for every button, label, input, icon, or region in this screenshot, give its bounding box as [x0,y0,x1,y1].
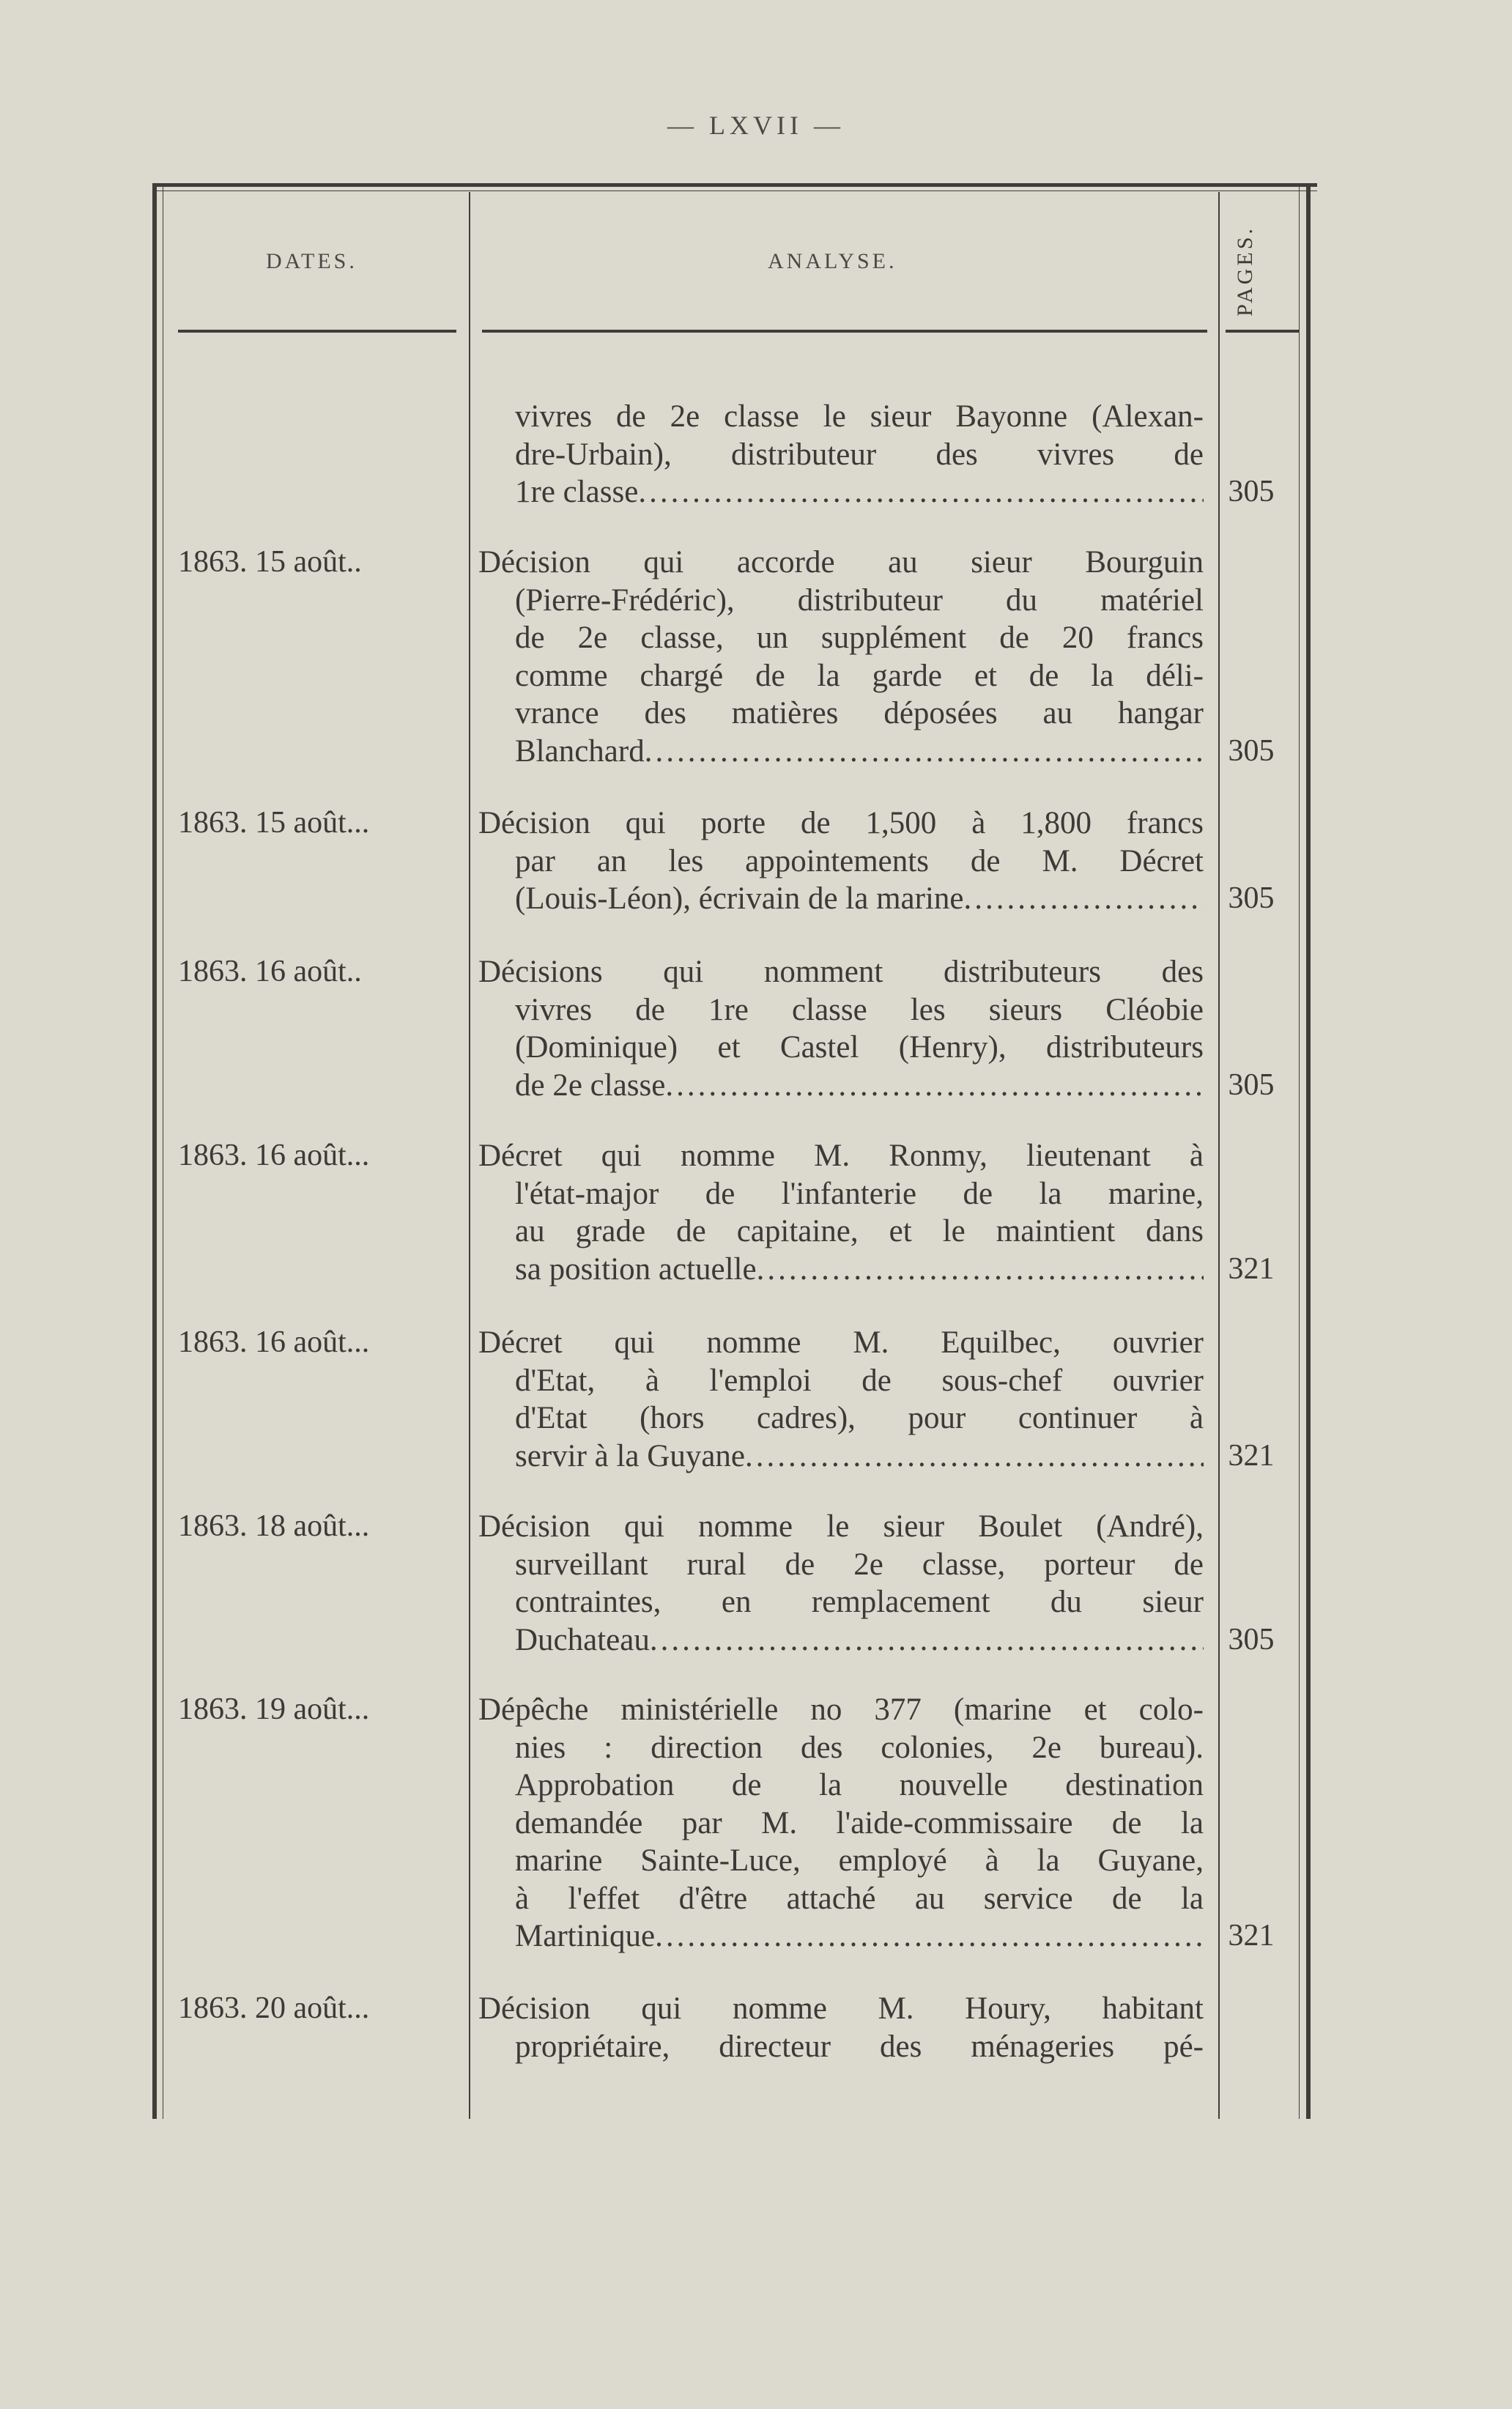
analysis-line: (Louis-Léon), écrivain de la marine ..... [478,880,1204,918]
analyse-header: ANALYSE. [768,249,897,273]
leader-dots [963,880,1204,918]
analysis-line: (Pierre-Frédéric), distributeur du matériel [515,582,1204,618]
entry-page-number: 305 [1228,1067,1275,1102]
analyse-underline [482,330,1207,333]
analysis-line: propriétaire, directeur des ménageries pé- [515,2029,1204,2064]
entry-analysis [478,544,1204,770]
entry-analysis [478,1508,1204,1659]
analysis-line: Décret qui nomme M. Ronmy, lieutenant à [478,1139,1204,1173]
top-rule [152,183,1317,187]
analysis-line: (Dominique) et Castel (Henry), distributeurs [515,1030,1204,1065]
entry-page-number: 305 [1228,733,1275,768]
entry-date: 1863. 18 août... [178,1509,370,1543]
entry-page-number: 305 [1228,1622,1275,1657]
analysis-line: à l'effet d'être attaché au service de la [515,1881,1204,1916]
analysis-line: Duchateau ..... [478,1621,1204,1659]
analysis-line: Approbation de la nouvelle destination [515,1768,1204,1802]
analysis-line: Décision qui nomme le sieur Boulet (André), [478,1509,1204,1544]
analysis-line: de 2e classe, un supplément de 20 francs [515,621,1204,655]
analysis-line: servir à la Guyane ..... [478,1437,1204,1476]
analysis-line: d'Etat, à l'emploi de sous-chef ouvrier [515,1363,1204,1398]
analysis-line: 1re classe ..... [478,473,1204,511]
analysis-line: vrance des matières déposées au hangar [515,696,1204,730]
entry-analysis [478,1691,1204,1955]
analysis-line: Blanchard ..... [478,733,1204,771]
analysis-line: Dépêche ministérielle no 377 (marine et colo- [478,1692,1204,1727]
analysis-line: vivres de 1re classe les sieurs Cléobie [515,992,1204,1027]
entry-date: 1863. 16 août... [178,1325,370,1359]
leader-dots [757,1251,1204,1289]
analysis-line: Décision qui accorde au sieur Bourguin [478,545,1204,580]
leader-dots [650,1621,1204,1659]
analysis-line: contraintes, en remplacement du sieur [515,1585,1204,1619]
analysis-line: sa position actuelle ..... [478,1251,1204,1289]
pages-header: PAGES. [1233,226,1257,317]
entry-page-number: 305 [1228,881,1275,915]
entry-analysis [478,1324,1204,1475]
leader-dots [745,1437,1204,1476]
entry-date: 1863. 16 août.. [178,955,362,988]
dates-underline [178,330,456,333]
leader-dots [655,1917,1204,1955]
leader-dots [665,1067,1204,1105]
analysis-line: Décision qui porte de 1,500 à 1,800 francs [478,806,1204,840]
left-rule [152,185,157,2119]
entry-analysis [478,1137,1204,1288]
date-column-rule [469,192,470,2119]
entry-date: 1863. 15 août.. [178,545,362,579]
analysis-line: l'état-major de l'infanterie de la marine, [515,1176,1204,1211]
leader-dots [638,473,1204,511]
entry-page-number: 321 [1228,1251,1275,1286]
analysis-line: comme chargé de la garde et de la déli- [515,658,1204,693]
analysis-line: Décret qui nomme M. Equilbec, ouvrier [478,1325,1204,1360]
analysis-line: demandée par M. l'aide-commissaire de la [515,1805,1204,1840]
dates-header: DATES. [266,249,357,273]
entry-date: 1863. 16 août... [178,1139,370,1172]
table-frame [152,176,1317,2125]
analysis-line: de 2e classe ..... [478,1067,1204,1105]
analysis-line: nies : direction des colonies, 2e bureau). [515,1730,1204,1765]
analysis-line: au grade de capitaine, et le maintient dans [515,1214,1204,1248]
entry-analysis [478,1990,1204,2065]
analysis-line: dre-Urbain), distributeur des vivres de [515,437,1204,472]
analysis-line: marine Sainte-Luce, employé à la Guyane, [515,1843,1204,1878]
analysis-line: d'Etat (hors cadres), pour continuer à [515,1401,1204,1435]
page-header: — LXVII — [667,111,845,140]
entry-date: 1863. 20 août... [178,1991,370,2025]
entry-page-number: 321 [1228,1438,1275,1473]
entry-analysis [478,804,1204,918]
analysis-line: Décisions qui nomment distributeurs des [478,955,1204,989]
leader-dots [645,733,1204,771]
analysis-line: Martinique ..... [478,1917,1204,1955]
entry-analysis [478,953,1204,1104]
entry-analysis [478,398,1204,511]
right-rule [1306,185,1311,2119]
entry-page-number: 321 [1228,1919,1275,1953]
analysis-line: Décision qui nomme M. Houry, habitant [478,1991,1204,2026]
analysis-line: vivres de 2e classe le sieur Bayonne (Alexan- [515,399,1204,434]
analysis-line: surveillant rural de 2e classe, porteur de [515,1547,1204,1582]
entry-date: 1863. 15 août... [178,806,370,840]
entry-date: 1863. 19 août... [178,1692,370,1726]
analysis-line: par an les appointements de M. Décret [515,843,1204,878]
entry-page-number: 305 [1228,475,1275,508]
